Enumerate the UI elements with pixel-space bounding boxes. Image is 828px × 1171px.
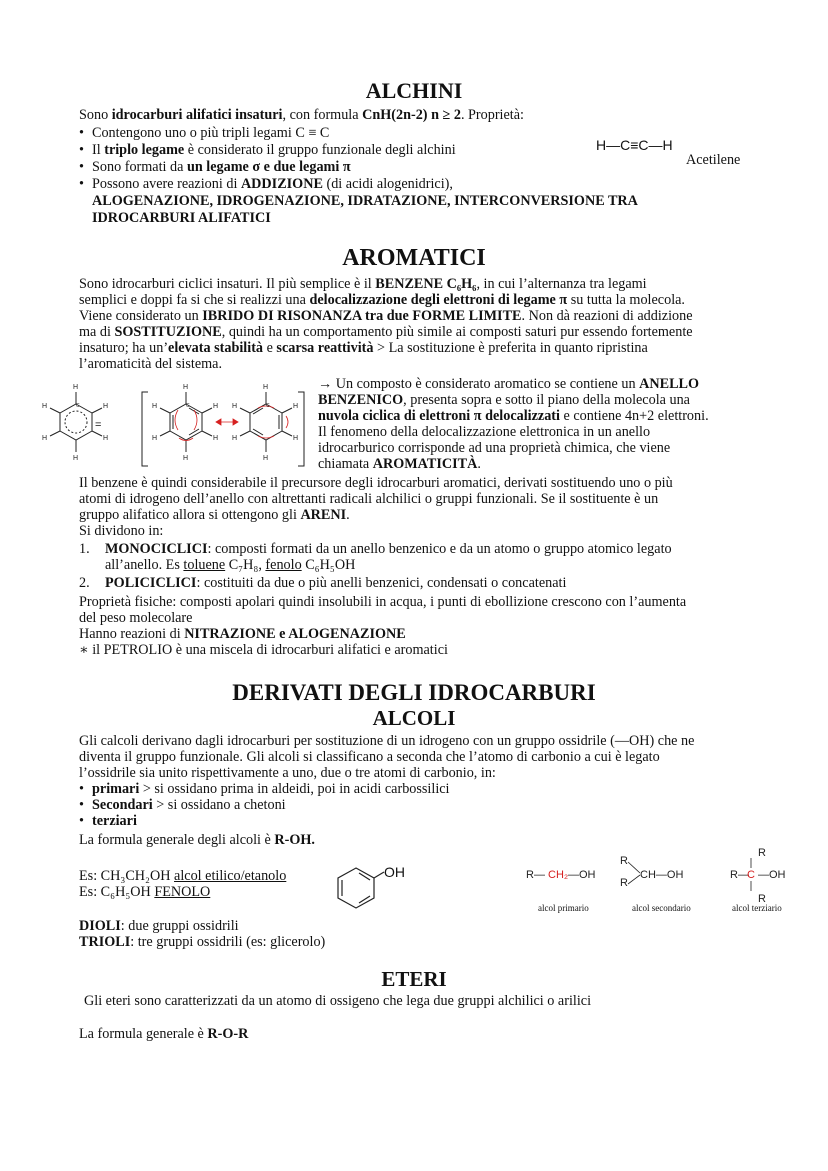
svg-text:H: H xyxy=(103,435,109,442)
aromatici-para: l’aromaticità del sistema. xyxy=(79,356,223,372)
label-alcol-terziario: alcol terziario xyxy=(732,903,782,913)
eteri-general-formula: La formula generale è R-O-R xyxy=(79,1026,249,1042)
svg-text:C: C xyxy=(266,403,270,409)
svg-text:H: H xyxy=(103,403,109,410)
aromatici-para2: atomi di idrogeno dell’anello con altrettanti radicali alchilici o gruppi funzionali. Se il sostituente è un xyxy=(79,491,659,507)
svg-text:R: R xyxy=(758,847,766,859)
svg-text:R—: R— xyxy=(526,869,545,881)
alcohol-types-diagram xyxy=(520,844,800,904)
aromatici-side-text: → Un composto è considerato aromatico se contiene un ANELLO xyxy=(318,376,700,392)
example-phenol: Es: C₆H₅OH FENOLO xyxy=(79,884,211,900)
svg-text:H: H xyxy=(293,435,299,442)
alcoli-bullet: • Secondari > si ossidano a chetoni xyxy=(79,797,286,813)
equals-sign: = xyxy=(95,419,102,431)
svg-text:H: H xyxy=(263,455,269,462)
phenol-oh-label: OH xyxy=(384,864,405,880)
aromatici-para3: del peso molecolare xyxy=(79,610,193,626)
svg-text:CH₂: CH₂ xyxy=(548,869,569,881)
aromatici-side-text: Il fenomeno della delocalizzazione elettronica in un anello xyxy=(318,424,651,440)
alcoli-bullet: • terziari xyxy=(79,813,137,829)
aromatici-para2: Il benzene è quindi considerabile il precursore degli idrocarburi aromatici, derivati sostituendo uno o più xyxy=(79,475,673,491)
aromatici-side-text: nuvola ciclica di elettroni π delocalizzati e contiene 4n+2 elettroni. xyxy=(318,408,709,424)
aromatici-side-text: chiamata AROMATICITÀ. xyxy=(318,456,481,472)
alchini-bullet: • Sono formati da un legame σ e due legami π xyxy=(79,159,351,175)
alchini-bullet-cont: IDROCARBURI ALIFATICI xyxy=(92,210,271,226)
svg-text:H: H xyxy=(42,403,48,410)
svg-text:H: H xyxy=(213,435,219,442)
aromatici-para: insaturo; ha un’elevata stabilità e scarsa reattività > La sostituzione è preferita in quanto ripristina xyxy=(79,340,648,356)
alcoli-para: l’ossidrile sia unito rispettivamente a uno, due o tre atomi di carbonio, in: xyxy=(79,765,496,781)
svg-text:C: C xyxy=(76,403,80,409)
svg-text:C: C xyxy=(186,403,190,409)
svg-text:H: H xyxy=(263,384,269,391)
aromatici-para3: Proprietà fisiche: composti apolari quindi insolubili in acqua, i punti di ebollizione crescono con l’aumenta xyxy=(79,594,687,610)
aromatici-side-text: idrocarburico corrisponde ad una proprietà chimica, che viene xyxy=(318,440,671,456)
svg-text:H: H xyxy=(73,455,79,462)
alcoli-para: diventa il gruppo funzionale. Gli alcoli si classificano a seconda che l’atomo di carbonio a cui è legato xyxy=(79,749,660,765)
svg-text:H: H xyxy=(152,403,158,410)
aromatici-note: ∗ il PETROLIO è una miscela di idrocarburi alifatici e aromatici xyxy=(79,642,448,658)
acetylene-label: Acetilene xyxy=(686,152,741,168)
svg-text:—OH: —OH xyxy=(568,869,596,881)
alcoli-general-formula: La formula generale degli alcoli è R-OH. xyxy=(79,832,315,848)
svg-text:H: H xyxy=(42,435,48,442)
list-item-policiclici: 2. POLICICLICI: costituiti da due o più anelli benzenici, condensati o concatenati xyxy=(79,575,567,591)
alchini-title: ALCHINI xyxy=(365,78,463,103)
aromatici-para: ma di SOSTITUZIONE, quindi ha un comportamento più simile ai composti saturi pur essendo fortemente xyxy=(79,324,693,340)
alcoli-title: ALCOLI xyxy=(372,706,456,730)
aromatici-side-text: BENZENICO, presenta sopra e sotto il piano della molecola una xyxy=(318,392,690,408)
label-alcol-secondario: alcol secondario xyxy=(632,903,691,913)
svg-text:R: R xyxy=(620,877,628,889)
list-item-monociclici: 1. MONOCICLICI: composti formati da un anello benzenico e da un atomo o gruppo atomico legato xyxy=(79,541,672,557)
svg-text:C: C xyxy=(747,869,755,881)
svg-text:—OH: —OH xyxy=(758,869,786,881)
aromatici-para: Sono idrocarburi ciclici insaturi. Il più semplice è il BENZENE C₆H₆, in cui l’alternanza tra legami xyxy=(79,276,647,292)
eteri-para: Gli eteri sono caratterizzati da un atomo di ossigeno che lega due gruppi alchilici o arilici xyxy=(84,993,592,1009)
svg-text:R—: R— xyxy=(730,869,749,881)
alcoli-para: Gli calcoli derivano dagli idrocarburi per sostituzione di un idrogeno con un gruppo ossidrile (—OH) che ne xyxy=(79,733,695,749)
alchini-intro: Sono idrocarburi alifatici insaturi, con formula CnH(2n-2) n ≥ 2. Proprietà: xyxy=(79,107,524,123)
derivati-title: DERIVATI DEGLI IDROCARBURI xyxy=(232,680,596,705)
aromatici-para3: Hanno reazioni di NITRAZIONE e ALOGENAZIONE xyxy=(79,626,406,642)
alcoli-bullet: • primari > si ossidano prima in aldeidi, poi in acidi carbossilici xyxy=(79,781,450,797)
alchini-bullet: • Possono avere reazioni di ADDIZIONE (di acidi alogenidrici), xyxy=(79,176,453,192)
svg-text:H: H xyxy=(152,435,158,442)
aromatici-title: AROMATICI xyxy=(342,245,486,271)
alchini-bullet-cont: ALOGENAZIONE, IDROGENAZIONE, IDRATAZIONE, INTERCONVERSIONE TRA xyxy=(92,193,638,209)
svg-text:H: H xyxy=(213,403,219,410)
dioli-line: DIOLI: due gruppi ossidrili xyxy=(79,918,239,934)
aromatici-para: semplici e doppi fa si che si realizzi una delocalizzazione degli elettroni di legame π su tutta la molecola. xyxy=(79,292,685,308)
aromatici-para2: Si dividono in: xyxy=(79,523,164,539)
svg-text:H: H xyxy=(73,384,79,391)
aromatici-para: Viene considerato un IBRIDO DI RISONANZA tra due FORME LIMITE. Non dà reazioni di addizione xyxy=(79,308,693,324)
label-alcol-primario: alcol primario xyxy=(538,903,589,913)
aromatici-para2: gruppo alifatico allora si ottengono gli ARENI. xyxy=(79,507,350,523)
benzene-resonance-diagram xyxy=(36,378,316,478)
trioli-line: TRIOLI: tre gruppi ossidrili (es: glicerolo) xyxy=(79,934,326,950)
svg-text:H: H xyxy=(232,435,238,442)
list-item-monociclici-cont: all’anello. Es toluene C₇H₈, fenolo C₆H₅OH xyxy=(105,557,356,573)
alchini-bullet: • Il triplo legame è considerato il gruppo funzionale degli alchini xyxy=(79,142,456,158)
alchini-bullet: • Contengono uno o più tripli legami C ≡ C xyxy=(79,125,330,141)
svg-text:H: H xyxy=(183,384,189,391)
svg-text:R: R xyxy=(620,855,628,867)
svg-text:R: R xyxy=(758,893,766,904)
svg-text:H: H xyxy=(232,403,238,410)
example-ethanol: Es: CH₃CH₂OH alcol etilico/etanolo xyxy=(79,868,287,884)
eteri-title: ETERI xyxy=(381,967,447,991)
acetylene-formula: H—C≡C—H xyxy=(596,137,673,153)
svg-text:CH—OH: CH—OH xyxy=(640,869,684,881)
svg-text:H: H xyxy=(293,403,299,410)
svg-text:H: H xyxy=(183,455,189,462)
